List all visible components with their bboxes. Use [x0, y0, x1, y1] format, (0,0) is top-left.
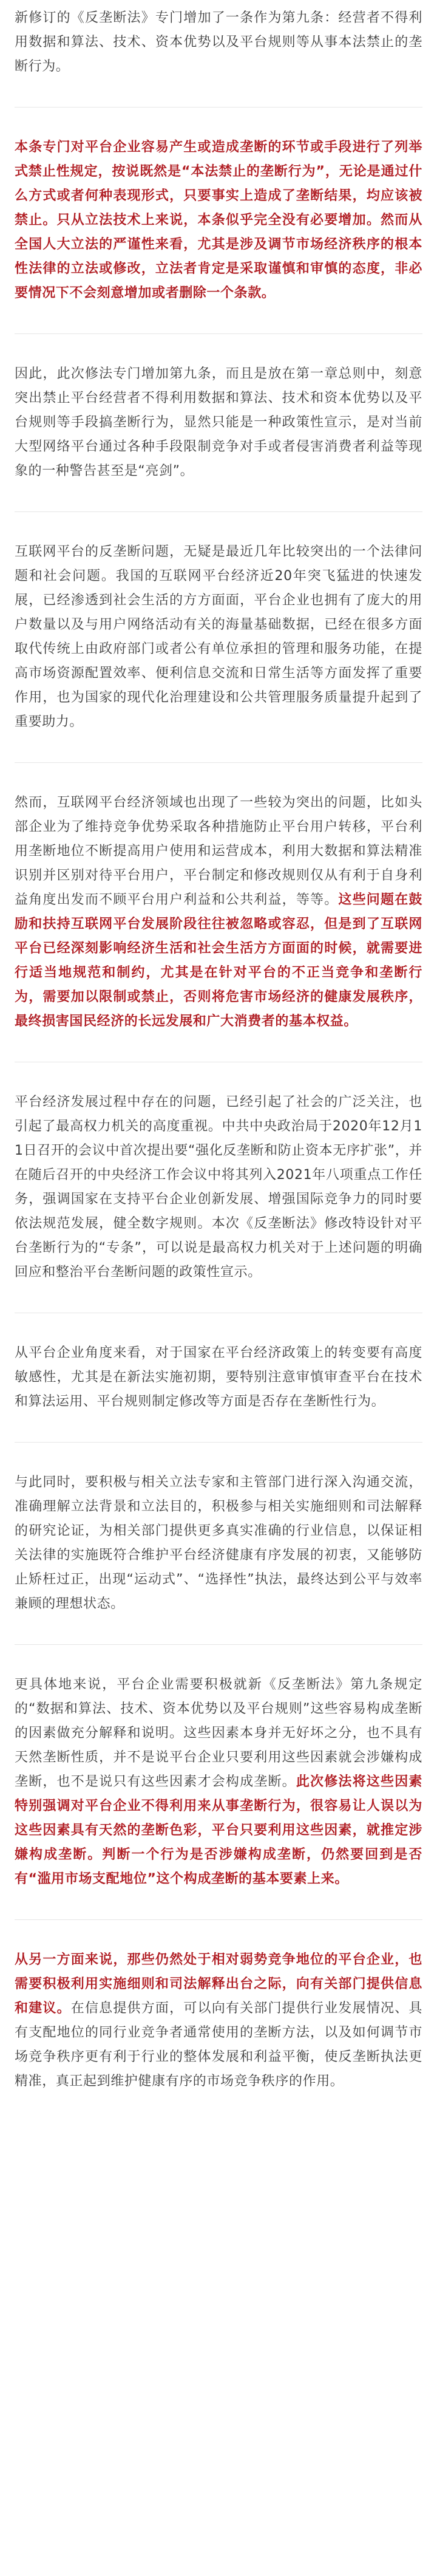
text-run: 平台经济发展过程中存在的问题，已经引起了社会的广泛关注，也引起了最高权力机关的高度重视。中共中央政治局于2020年12月11日召开的会议中首次提出要“强化反垄断和防止资本无序扩张”，并在随后召开的中央经济工作会议中将其列入2021年八项重点工作任务，强调国家在支持平台企业创新发展、增强国际竞争力的同时要依法规范发展，健全数字规则。本次《反垄断法》修改特设针对平台垄断行为的“专条”，可以说是最高权力机关对于上述问题的明确回应和整治平台垄断问题的政策性宣示。 [15, 1095, 422, 1280]
paragraph-9 [15, 1673, 422, 1891]
text-run: 更具体地来说，平台企业需要积极就新《反垄断法》第九条规定的“数据和算法、技术、资本优势以及平台规则”这些容易构成垄断的因素做充分解释和说明。这些因素本身并无好坏之分，也不具有天然垄断性质，并不是说平台企业只要利用这些因素就会涉嫌构成垄断，也不是说只有这些因素才会构成垄断。 [15, 1677, 422, 1789]
paragraph-6 [15, 1090, 422, 1285]
text-run: 然而，互联网平台经济领域也出现了一些较为突出的问题，比如头部企业为了维持竞争优势采取各种措施防止平台用户转移，平台利用垄断地位不断提高用户使用和运营成本，利用大数据和算法精准识别并区别对待平台用户，平台制定和修改规则仅从有利于自身利益角度出发而不顾平台用户利益和公共利益，等等。 [15, 795, 422, 907]
text-run: 互联网平台的反垄断问题，无疑是最近几年比较突出的一个法律问题和社会问题。我国的互联网平台经济近20年突飞猛进的快速发展，已经渗透到社会生活的方方面面，平台企业也拥有了庞大的用户数量以及与用户网络活动有关的海量基础数据，已经在很多方面取代传统上由政府部门或者公有单位承担的管理和服务功能，在提高市场资源配置效率、便利信息交流和日常生活等方面发挥了重要作用，也为国家的现代化治理建设和公共管理服务质量提升起到了重要助力。 [15, 544, 422, 729]
emphasis-text: 这些问题在鼓励和扶持互联网平台发展阶段往往被忽略或容忍，但是到了互联网平台已经深刻影响经济生活和社会生活方方面面的时候，就需要进行适当地规范和制约，尤其是在针对平台的不正当竞争和垄断行为，需要加以限制或禁止，否则将危害市场经济的健康发展秩序，最终损害国民经济的长远发展和广大消费者的基本权益。 [15, 892, 422, 1029]
emphasis-text: 本条专门对平台企业容易产生或造成垄断的环节或手段进行了列举式禁止性规定，按说既然是“本法禁止的垄断行为”，无论是通过什么方式或者何种表现形式，只要事实上造成了垄断结果，均应该被禁止。只从立法技术上来说，本条似乎完全没有必要增加。然而从全国人大立法的严谨性来看，尤其是涉及调节市场经济秩序的根本性法律的立法或修改，立法者肯定是采取谨慎和审慎的态度，非必要情况下不会刻意增加或者删除一个条款。 [15, 140, 422, 301]
emphasis-text: 此次修法将这些因素特别强调对平台企业不得利用来从事垄断行为，很容易让人误以为这些因素具有天然的垄断色彩，平台只要利用这些因素，就推定涉嫌构成垄断。判断一个行为是否涉嫌构成垄断，仍然要回到是否有“滥用市场支配地位”这个构成垄断的基本要素上来。 [15, 1774, 422, 1887]
text-run: 因此，此次修法专门增加第九条，而且是放在第一章总则中，刻意突出禁止平台经营者不得利用数据和算法、技术和资本优势以及平台规则等手段搞垄断行为，显然只能是一种政策性宣示，是对当前大型网络平台通过各种手段限制竞争对手或者侵害消费者利益等现象的一种警告甚至是“亮剑”。 [15, 366, 422, 479]
text-run: 新修订的《反垄断法》专门增加了一条作为第九条：经营者不得利用数据和算法、技术、资本优势以及平台规则等从事本法禁止的垄断行为。 [15, 10, 422, 74]
divider [15, 511, 422, 512]
divider [15, 762, 422, 763]
emphasis-text: 从另一方面来说，那些仍然处于相对弱势竞争地位的平台企业，也需要积极利用实施细则和司法解释出台之际，向有关部门提供信息和建议。 [15, 1952, 422, 2016]
paragraph-7 [15, 1341, 422, 1414]
paragraph-1 [15, 6, 422, 79]
divider [15, 1644, 422, 1645]
divider [15, 107, 422, 108]
paragraph-4 [15, 540, 422, 734]
text-run: 在信息提供方面，可以向有关部门提供行业发展情况、具有支配地位的同行业竞争者通常使用的垄断方法，以及如何调节市场竞争秩序更有利于行业的整体发展和利益平衡，使反垄断执法更精准，真正起到维护健康有序的市场竞争秩序的作用。 [15, 2001, 422, 2089]
text-run: 与此同时，要积极与相关立法专家和主管部门进行深入沟通交流，准确理解立法背景和立法目的，积极参与相关实施细则和司法解释的研究论证，为相关部门提供更多真实准确的行业信息，以保证相关法律的实施既符合维护平台经济健康有序发展的初衷，又能够防止矫枉过正，出现“运动式”、“选择性”执法，最终达到公平与效率兼顾的理想状态。 [15, 1475, 422, 1611]
divider [15, 333, 422, 334]
divider [15, 1919, 422, 1920]
paragraph-2 [15, 135, 422, 306]
paragraph-3 [15, 362, 422, 483]
paragraph-8 [15, 1471, 422, 1616]
divider [15, 1442, 422, 1443]
text-run: 从平台企业角度来看，对于国家在平台经济政策上的转变要有高度敏感性，尤其是在新法实施初期，要特别注意审慎审查平台在技术和算法运用、平台规则制定修改等方面是否存在垄断性行为。 [15, 1345, 422, 1409]
paragraph-10 [15, 1948, 422, 2094]
paragraph-5 [15, 791, 422, 1034]
